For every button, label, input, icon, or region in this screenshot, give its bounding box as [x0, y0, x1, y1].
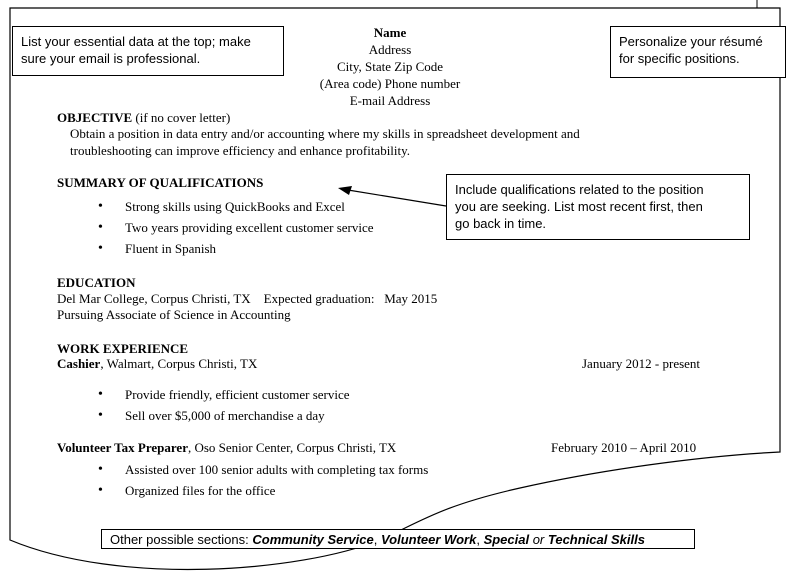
list-item [98, 405, 350, 426]
city-line: City, State Zip Code [336, 59, 444, 74]
objective-note: (if no cover letter) [132, 110, 231, 125]
list-item [98, 217, 374, 238]
section-heading: OBJECTIVE [57, 110, 133, 125]
email-line: E-mail Address [349, 93, 431, 108]
address-line: Address [368, 42, 412, 57]
bullet-icon: • [98, 462, 103, 477]
phone-line: (Area code) Phone number [319, 76, 461, 91]
qualifications-heading: SUMMARY OF QUALIFICATIONS [57, 175, 264, 190]
list-item [98, 384, 350, 405]
job-title-line [57, 439, 396, 456]
applicant-name: Name [373, 25, 407, 40]
bullet-icon: • [98, 199, 103, 214]
bullet-icon: • [98, 220, 103, 235]
callout-line: for specific positions. [619, 51, 740, 66]
job-duties-list [98, 459, 428, 501]
list-item-text: Fluent in Spanish [125, 241, 217, 256]
job-dates: February 2010 – April 2010 [551, 440, 697, 455]
qualifications-list [98, 196, 374, 259]
list-item-text: Sell over $5,000 of merchandise a day [125, 408, 325, 423]
callout-essential-data [12, 26, 284, 76]
footer-section: Special [483, 532, 530, 547]
callout-line: go back in time. [455, 216, 547, 231]
list-item [98, 459, 428, 480]
callout-line: Personalize your résumé [619, 34, 763, 49]
job-title: Volunteer Tax Preparer [57, 440, 188, 455]
job-org: , Walmart, Corpus Christi, TX [100, 356, 258, 371]
list-item-text: Provide friendly, efficient customer service [125, 387, 350, 402]
footer-separator: , [476, 532, 484, 547]
other-sections-box [101, 529, 695, 549]
callout-line: sure your email is professional. [21, 51, 201, 66]
footer-section: Volunteer Work [380, 532, 477, 547]
footer-section: Community Service [252, 532, 374, 547]
job-dates: January 2012 - present [582, 356, 701, 371]
bullet-icon: • [98, 408, 103, 423]
callout-line: you are seeking. List most recent first, then [455, 199, 703, 214]
list-item-text: Strong skills using QuickBooks and Excel [125, 199, 345, 214]
callout-personalize [610, 26, 786, 78]
education-line: Pursuing Associate of Science in Accounting [57, 307, 291, 322]
work-heading: WORK EXPERIENCE [57, 341, 189, 356]
callout-qualifications [446, 174, 750, 240]
job-org: , Oso Senior Center, Corpus Christi, TX [187, 440, 397, 455]
objective-heading [57, 109, 230, 126]
footer-or: or [529, 532, 548, 547]
footer-prefix: Other possible sections: [110, 532, 253, 547]
list-item-text: Organized files for the office [125, 483, 276, 498]
bullet-icon: • [98, 483, 103, 498]
education-line: Del Mar College, Corpus Christi, TX Expected graduation: May 2015 [57, 291, 438, 306]
footer-section: Technical Skills [547, 532, 645, 547]
list-item [98, 196, 374, 217]
job-duties-list [98, 384, 350, 426]
list-item-text: Assisted over 100 senior adults with completing tax forms [125, 462, 429, 477]
job-title: Cashier [57, 356, 101, 371]
list-item [98, 480, 428, 501]
job-title-line [57, 355, 257, 372]
education-heading: EDUCATION [57, 275, 136, 290]
objective-line: Obtain a position in data entry and/or accounting where my skills in spreadsheet development and [70, 126, 580, 141]
list-item [98, 238, 374, 259]
bullet-icon: • [98, 241, 103, 256]
list-item-text: Two years providing excellent customer service [125, 220, 374, 235]
objective-line: troubleshooting can improve efficiency and enhance profitability. [70, 143, 411, 158]
callout-line: List your essential data at the top; make [21, 34, 251, 49]
callout-line: Include qualifications related to the position [455, 182, 704, 197]
footer-separator: , [373, 532, 381, 547]
contact-header [300, 24, 480, 109]
bullet-icon: • [98, 387, 103, 402]
